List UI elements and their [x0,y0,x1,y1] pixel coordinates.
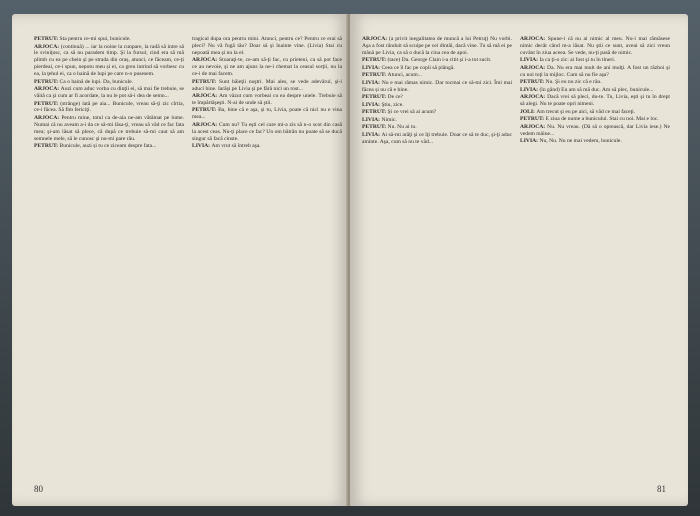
dialogue-text: Auzi cum aduc vorba cu dinţii ei, să mai fie trebuie, se văită ca şi cum ar fi acordate, la nu le pot să-i dea de semn... [34,86,184,100]
dialogue-line [520,36,670,57]
dialogue-line [362,109,512,116]
speaker-name: PETRUT: [34,36,60,42]
speaker-name: ARJOCA: [520,64,548,71]
dialogue-line [34,44,184,79]
dialogue-text: Bunicule, auzi și tu ce ziceam despre fata... [59,143,157,150]
dialogue-text: Atunci, acum... [387,72,422,79]
dialogue-line [362,72,512,79]
speaker-name: PETRUT: [520,79,546,86]
dialogue-line [520,87,670,94]
dialogue-line [362,80,512,94]
dialogue-text: Am văzut cum vorbeai cu ea despre unele. Trebuie să te împărtăşeşti. N-ai de unde să ştii. [192,93,342,106]
speaker-name: LIVIA: [520,86,540,93]
dialogue-line [34,115,184,143]
dialogue-text: Ba, bine că e aşa, și tu, Livia, poate că nici nu e vina mea... [192,107,342,121]
dialogue-text: Am vrut să întreb aşa. [211,143,261,150]
dialogue-text: Nimic. [381,116,397,123]
dialogue-line [192,79,342,93]
speaker-name: PETRUT: [520,116,546,123]
dialogue-line [192,107,342,121]
dialogue-text: De ce? [387,94,403,101]
dialogue-text: Nu, Nu. Nu ne mai vedem, bunicule. [539,138,622,145]
speaker-name: PETRUT: [362,57,388,64]
dialogue-text: Spune-i că nu ai nimic al meu. Nu-i mai rămăsese nimic decât când m-a lăsat. Nu ştii ce sunt, aveai să zici vreun cuvânt în ziua aceea. Se vede, nu-ţi pasă de nimic. [520,36,670,56]
dialogue-text: (continuă) ... iar la noine la cunpare, la radă să intre să le sviniţosc, ca să nu paradem timp. Şi la fursul, cind era să mă plimb cu ea pe chein şi pe strada din oraș, atunci, ce făceam, ce-ţi pierdeai, ce-i spun, nepotu meu și ei, ca greu intrind să vorbesc cu ea, la ţehul ei, ca o haină de lupi pe care n-o pusesem. [34,43,184,78]
dialogue-text: Nu. Şi eu nu zic că e rău. [545,79,602,86]
speaker-name: LIVIA: [362,101,382,108]
dialogue-line [34,36,184,43]
dialogue-text: (a privit inegalitatea de muncă a lui Petruţ) Nu vorbi. Aşa a fost rânduit să scuipe pe cei dintâi, dacă vine. Tu să mă ei pe mână pe Livia, ca să o ducă la cina cea de apoi. [362,36,512,56]
dialogue-line [362,65,512,72]
speaker-name: PETRUT: [192,78,219,85]
dialogue-text: Cum nu? Tu eşti cel care mi-a zis să n-o scot din casă la acest ceas. Nu-ţi place ce fac? Un om bătrân nu poate să se ducă singur să facă cinste. [192,121,342,142]
dialogue-line [520,138,670,145]
text-column-1 [34,36,184,481]
dialogue-text: Sunt băieţii noştri. Mai ales, se vede adevărul, şi-i aduci bine. Iarăși pe Livia şi pe fără nici un rost... [192,78,342,92]
dialogue-line [520,94,670,108]
speaker-name: ARJOCA: [520,123,548,130]
text-column-2 [192,36,342,481]
dialogue-text: E ziua de nume a bunicului. Stai cu noi. Mai e loc. [545,116,659,123]
speaker-name: ARJOCA: [362,36,390,42]
dialogue-line [362,117,512,124]
speaker-name: ARJOCA: [34,114,62,121]
speaker-name: ARJOCA: [192,93,219,100]
dialogue-line [520,65,670,79]
right-page [350,14,688,506]
dialogue-line [34,86,184,100]
speaker-name: ARJOCA: [34,86,61,93]
speaker-name: LIVIA: [362,116,382,123]
text-column-4 [520,36,670,481]
speaker-name: ARJOCA: [520,94,548,101]
speaker-name: ARJOCA: [192,121,219,128]
dialogue-text: Nu e mai rămas nimic. Dar tocmai ce să-mi zici. Îmi mai făcea și nu că e bine. [362,79,512,93]
dialogue-text: Dacă vrei să pleci, du-te. Tu, Livia, eşti şi tu în drept să alegi. Nu te poate opri nimeni. [520,94,670,108]
dialogue-line [520,79,670,86]
dialogue-text: Nu. Nu ai tu. [387,124,417,131]
dialogue-text: Şi ce vrei să ai acum? [387,109,437,116]
dialogue-line [192,143,342,150]
dialogue-text: Stoaraţi-te, ce-am să-ţi fac, cu prieteni, ca să pot face ce au nevoie, şi ne am ajuns la ne-i chemat la ceasul sorţii, nu la ce-i de mai facem. [192,57,342,78]
dialogue-line [192,36,342,57]
page-number-left: 80 [34,484,43,494]
dialogue-line [520,109,670,116]
speaker-name: PETRUT: [362,124,388,131]
dialogue-text: Ceea ce îl fac pe copii să plângă. [381,64,455,71]
speaker-name: LIVIA: [362,131,382,138]
dialogue-line [192,57,342,78]
speaker-name: PETRUT: [34,78,60,85]
speaker-name: PETRUT: [192,107,219,114]
dialogue-line [362,132,512,146]
dialogue-line [34,143,184,150]
dialogue-text: Sta pentru ce-mi spui, bunicule. [59,36,131,42]
dialogue-text: (tace) Da. George Clain i-a citit şi i-a tot sucit. [387,57,492,64]
speaker-name: JOLI: [520,108,537,115]
speaker-name: ARJOCA: [520,36,548,42]
dialogue-line [362,94,512,101]
dialogue-line [520,124,670,138]
speaker-name: PETRUT: [362,109,388,116]
dialogue-line [192,93,342,107]
dialogue-line [34,79,184,86]
dialogue-text: (în gând) Eu am să mă duc. Am să plec, bunicule... [539,86,654,93]
left-page [12,14,348,506]
dialogue-text: (strânge) lată pe aia... Bunicule, vreau să-ţi zic cîrtia, ce-i făcea. Să fim fericiţi. [34,100,184,114]
speaker-name: PETRUT: [362,72,388,79]
speaker-name: ARJOCA: [192,57,220,64]
dialogue-line [192,122,342,143]
dialogue-line [362,36,512,57]
dialogue-text: Pentru mine, totul ca de-aia ne-am vătămat pe lume. Numai că nu aveam a-i da ce să-mi lăsa-ţi, vreau să văd ce fac fata mea; şi-am lăsat să plece, că după ce trebuie să-mi caut să am semnele mele, să le cunosc şi nu-mi pare rău. [34,114,184,142]
speaker-name: ARJOCA: [34,43,61,50]
text-column-3 [362,36,512,481]
speaker-name: LIVIA: [362,79,382,86]
dialogue-text: Ştiu, zice. [381,101,404,108]
dialogue-text: Ai să-mi arăţi şi ce îţi trebuie. Doar ce să te duc, şi-ţi aduc aminte. Aşa, cum să nu te văd... [362,131,512,145]
speaker-name: PETRUT: [362,94,388,101]
dialogue-line [362,57,512,64]
speaker-name: LIVIA: [520,57,540,64]
dialogue-text: Ia ca ţi-o zic: ai fost şi tu în tineri. [539,57,616,64]
dialogue-line [520,57,670,64]
speaker-name: LIVIA: [192,143,212,150]
dialogue-text: tragical dupa ora pentru mini. Atunci, pentru ce? Pentru ce erai să pleci? Nu vă fugă tău? Doar să şi înainte vine. (Livia) Stai cu nepoată mea şi nu la el. [192,36,342,56]
dialogue-line [34,101,184,115]
speaker-name: PETRUT: [34,100,61,107]
dialogue-text: Da. Nu era mai mult de ani mulţi. A fost un război şi cu noi toţi la mijloc. Cum să nu fie aşa? [520,64,670,78]
speaker-name: LIVIA: [362,64,382,71]
page-number-right: 81 [657,484,666,494]
dialogue-line [362,124,512,131]
dialogue-line [362,102,512,109]
dialogue-line [520,116,670,123]
speaker-name: LIVIA: [520,138,540,145]
dialogue-text: Am trecut şi eu pe aici, să văd ce mai faceţi. [536,108,636,115]
dialogue-text: Nu. Nu vreau. (Dă să o oprească, dar Livia iese.) Ne vedem mâine... [520,123,670,137]
speaker-name: PETRUT: [34,143,60,150]
dialogue-text: Ca o haină de lupi. Da, bunicule. [59,78,134,85]
